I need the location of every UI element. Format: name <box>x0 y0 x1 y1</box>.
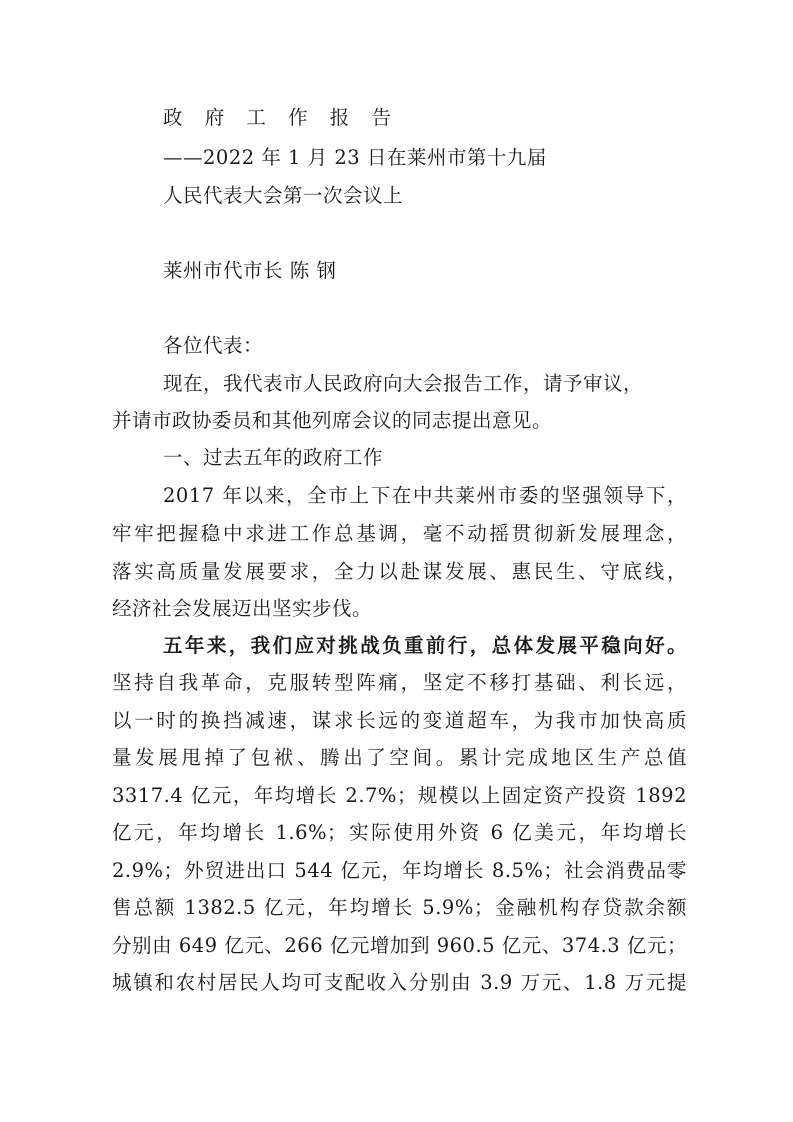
speaker-line: 莱州市代市长 陈 钢 <box>163 259 337 282</box>
report-subtitle-line-2: 人民代表大会第一次会议上 <box>163 184 404 207</box>
report-title: 政 府 工 作 报 告 <box>163 106 399 129</box>
paragraph-3-line-2: 以一时的换挡减速，谋求长远的变道超车，为我市加快高质 <box>112 709 687 732</box>
paragraph-3-line-9: 城镇和农村居民人均可支配收入分别由 3.9 万元、1.8 万元提 <box>112 971 687 994</box>
report-subtitle-line-1: ——2022 年 1 月 23 日在莱州市第十九届 <box>163 146 547 169</box>
paragraph-2-line-4: 经济社会发展迈出坚实步伐。 <box>112 597 373 620</box>
section-heading-1: 一、过去五年的政府工作 <box>163 446 384 469</box>
paragraph-3-line-3: 量发展甩掉了包袱、腾出了空间。累计完成地区生产总值 <box>112 746 687 769</box>
paragraph-3-line-7: 售总额 1382.5 亿元，年均增长 5.9%；金融机构存贷款余额 <box>112 896 687 919</box>
paragraph-2-line-1: 2017 年以来，全市上下在中共莱州市委的坚强领导下， <box>163 484 687 507</box>
salutation: 各位代表： <box>163 334 264 357</box>
paragraph-2-line-3: 落实高质量发展要求，全力以赴谋发展、惠民生、守底线， <box>112 560 687 583</box>
paragraph-1-line-2: 并请市政协委员和其他列席会议的同志提出意见。 <box>112 409 553 432</box>
paragraph-3-line-5: 亿元，年均增长 1.6%；实际使用外资 6 亿美元，年均增长 <box>112 821 687 844</box>
paragraph-3-line-6: 2.9%；外贸进出口 544 亿元，年均增长 8.5%；社会消费品零 <box>112 859 687 882</box>
paragraph-3-lead-bold: 五年来，我们应对挑战负重前行，总体发展平稳向好。 <box>163 634 687 657</box>
paragraph-1-line-1: 现在，我代表市人民政府向大会报告工作，请予审议， <box>163 372 644 395</box>
paragraph-3-line-8: 分别由 649 亿元、266 亿元增加到 960.5 亿元、374.3 亿元； <box>112 934 687 957</box>
paragraph-3-line-4: 3317.4 亿元，年均增长 2.7%；规模以上固定资产投资 1892 <box>112 784 687 807</box>
paragraph-3-line-1: 坚持自我革命，克服转型阵痛，坚定不移打基础、利长远， <box>112 671 687 694</box>
paragraph-2-line-2: 牢牢把握稳中求进工作总基调，毫不动摇贯彻新发展理念， <box>112 522 687 545</box>
